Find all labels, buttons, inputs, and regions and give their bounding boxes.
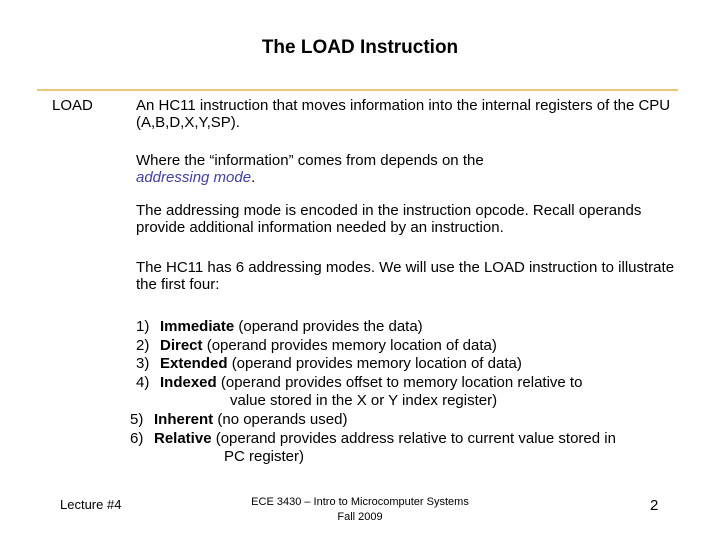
list-item xyxy=(136,337,676,356)
mode-description: (operand provides the data) xyxy=(238,318,423,335)
definition-term: LOAD xyxy=(52,97,93,114)
mode-name: Direct xyxy=(160,336,203,354)
mode-name: Relative xyxy=(154,429,212,447)
mode-description: (operand provides memory location of data) xyxy=(231,355,522,373)
lecture-label: Lecture #4 xyxy=(60,497,122,512)
course-footer xyxy=(0,495,720,525)
title-divider xyxy=(37,89,678,91)
paragraph-text: Where the “information” comes from depends on the xyxy=(136,152,484,169)
definition-paragraph: An HC11 instruction that moves information into the internal registers of the CPU (A,B,D,X,Y,SP). xyxy=(136,97,671,131)
mode-description-continued: PC register) xyxy=(224,448,305,466)
list-number: 6) xyxy=(130,429,144,447)
list-item xyxy=(136,318,676,337)
list-item xyxy=(130,411,676,430)
course-name: ECE 3430 – Intro to Microcomputer Systems xyxy=(251,496,469,508)
addressing-modes-list xyxy=(130,318,676,467)
mode-name: Extended xyxy=(160,355,228,373)
slide-title: The LOAD Instruction xyxy=(261,37,459,58)
modes-intro-paragraph: The HC11 has 6 addressing modes. We will use the LOAD instruction to illustrate the first four: xyxy=(136,259,675,293)
mode-name: Inherent xyxy=(154,410,214,428)
mode-description-continued: value stored in the X or Y index register) xyxy=(230,392,498,410)
course-term: Fall 2009 xyxy=(337,511,383,523)
opcode-paragraph: The addressing mode is encoded in the instruction opcode. Recall operands provide additional information needed by an instruction. xyxy=(136,202,642,236)
mode-name: Indexed xyxy=(160,373,217,391)
mode-description: (operand provides offset to memory location relative to xyxy=(220,373,583,391)
list-number: 3) xyxy=(136,355,150,373)
list-item xyxy=(136,374,676,411)
list-number: 1) xyxy=(136,318,150,335)
mode-description: (operand provides memory location of data) xyxy=(206,336,497,354)
mode-description: (no operands used) xyxy=(217,410,348,428)
addressing-mode-emphasis: addressing mode xyxy=(136,169,252,186)
list-number: 5) xyxy=(130,410,144,428)
mode-name: Immediate xyxy=(160,318,235,335)
list-item xyxy=(136,355,676,374)
addressing-mode-paragraph xyxy=(136,152,676,186)
mode-description: (operand provides address relative to current value stored in xyxy=(215,429,616,447)
list-item xyxy=(130,430,676,467)
paragraph-period: . xyxy=(251,169,256,186)
list-number: 2) xyxy=(136,336,150,354)
list-number: 4) xyxy=(136,373,150,391)
page-number: 2 xyxy=(650,497,659,514)
